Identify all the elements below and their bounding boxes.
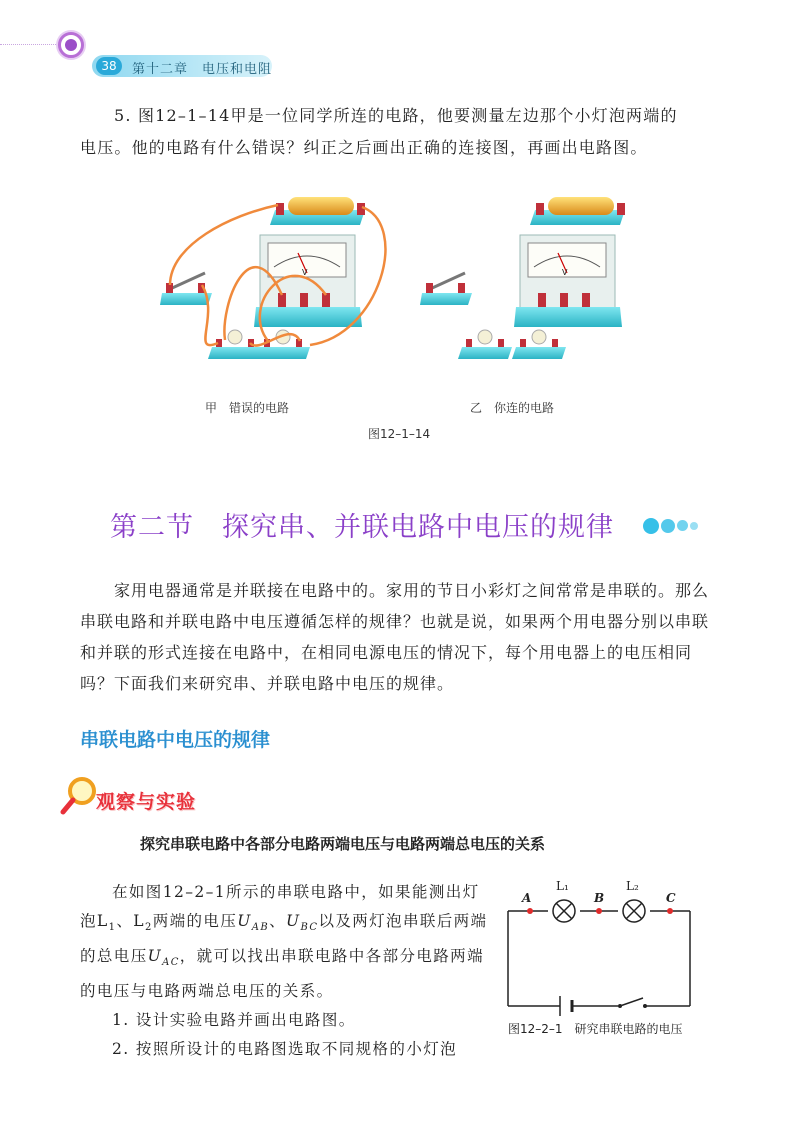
label-l1: L₁ [556,879,569,893]
bulb-icon [532,330,546,344]
question-5-line1: 5. 图12–1–14甲是一位同学所连的电路，他要测量左边那个小灯泡两端的 [114,106,678,125]
chapter-title: 第十二章 电压和电阻 [132,62,273,77]
figure-12-1-14-illustration [150,185,690,375]
svg-text:V: V [302,268,308,277]
node-b-dot [596,908,602,914]
question-5-line2: 电压。他的电路有什么错误？纠正之后画出正确的连接图，再画出电路图。 [80,138,648,157]
bulb-l1-icon [553,900,575,922]
observation-label: 观察与实验 [96,791,197,813]
bulb-icon [228,330,242,344]
experiment-step-1: 1. 设计实验电路并画出电路图。 [112,1011,356,1030]
label-l2: L₂ [626,879,639,893]
figure-caption: 图12–1–14 [368,427,431,441]
figure-right-caption: 乙 你连的电路 [470,401,555,415]
circuit-caption: 图12–2–1 研究串联电路的电压 [508,1022,683,1036]
section-dots-ornament [643,515,700,534]
your-circuit-apparatus [420,197,625,359]
label-c: C [666,891,676,905]
svg-text:V: V [562,268,568,277]
intro-paragraph [80,575,720,699]
label-b: B [594,891,605,905]
battery-symbol-icon [560,996,572,1016]
question-5 [80,100,720,164]
subheading: 串联电路中电压的规律 [80,729,271,751]
battery-icon [548,197,614,215]
series-circuit-diagram [500,876,700,1021]
battery-icon [288,197,354,215]
experiment-paragraph: 在如图12–2–1所示的串联电路中，如果能测出灯泡$L_1$、$L_2$两端的电压$U_{AB}$、$U_{BC}$以及两灯泡串联后两端的总电压$U_{AC}$，就可以找出串联电路中各部分电路两端的电压与电路两端总电压的关系。 [80,883,488,1001]
header-ring-ornament [58,32,84,58]
switch-symbol-icon [618,998,647,1008]
page-number: 38 [96,57,122,75]
section-title: 第二节 探究串、并联电路中电压的规律 [110,512,614,543]
experiment-text [80,878,490,1064]
experiment-title: 探究串联电路中各部分电路两端电压与电路两端总电压的关系 [140,835,546,853]
label-a: A [522,891,532,905]
figure-left-caption: 甲 错误的电路 [205,401,290,415]
bulb-icon [478,330,492,344]
intro-text: 家用电器通常是并联接在电路中的。家用的节日小彩灯之间常常是串联的。那么串联电路和并联电路中电压遵循怎样的规律？也就是说，如果两个用电器分别以串联和并联的形式连接在电路中，在相同电源电压的情况下，每个用电器上的电压相同吗？下面我们来研究串、并联电路中电压的规律。 [80,581,710,693]
node-c-dot [667,908,673,914]
experiment-step-2: 2. 按照所设计的电路图选取不同规格的小灯泡 [112,1040,458,1059]
magnifier-icon [60,775,100,815]
node-a-dot [527,908,533,914]
wrong-circuit-apparatus [160,197,385,359]
bulb-l2-icon [623,900,645,922]
